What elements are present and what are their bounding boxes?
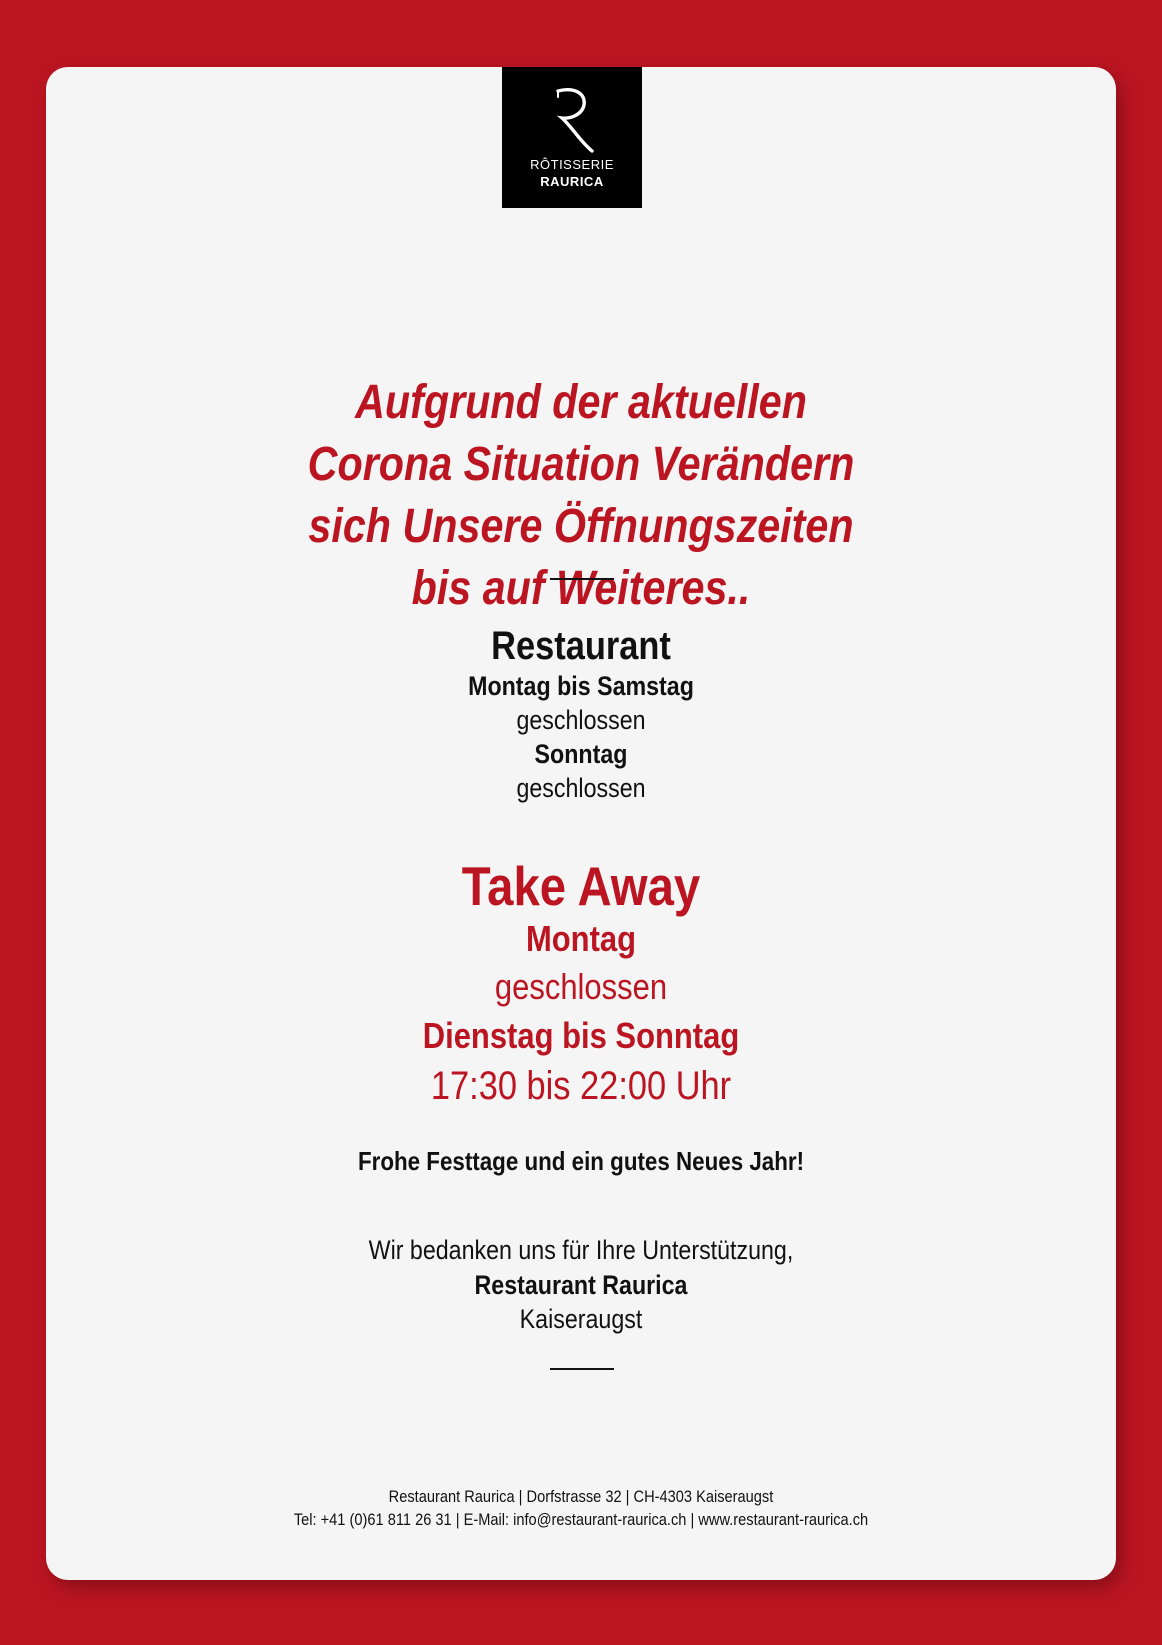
headline-line: Corona Situation Verändern [307, 438, 855, 491]
headline-line: sich Unsere Öffnungszeiten [308, 500, 854, 553]
footer-address: Restaurant Raurica | Dorfstrasse 32 | CH-4303 Kaiseraugst [388, 1487, 774, 1506]
takeaway-days-tue-sun: Dienstag bis Sonntag [422, 1015, 740, 1056]
r-monogram-icon [548, 87, 596, 155]
restaurant-title: Restaurant [491, 624, 671, 668]
logo-text-rotisserie: RÔTISSERIE [530, 157, 614, 172]
headline-line: Aufgrund der aktuellen [355, 376, 807, 429]
rotisserie-raurica-logo [502, 67, 642, 208]
divider-bottom [550, 1368, 614, 1370]
headline-line: bis auf Weiteres.. [411, 562, 751, 615]
logo-text-raurica: RAURICA [540, 174, 604, 189]
thanks-line: Wir bedanken uns für Ihre Unterstützung, [368, 1235, 794, 1265]
takeaway-status-monday: geschlossen [494, 966, 668, 1007]
footer-contact: Tel: +41 (0)61 811 26 31 | E-Mail: info@restaurant-raurica.ch | www.restaurant-raurica.ch [293, 1510, 869, 1529]
restaurant-days-sunday: Sonntag [534, 739, 628, 769]
notice-card [46, 67, 1116, 1580]
corona-headline [121, 372, 1041, 620]
takeaway-days-monday: Montag [525, 918, 637, 959]
restaurant-days-weekdays: Montag bis Samstag [468, 671, 694, 701]
signature-place: Kaiseraugst [519, 1304, 643, 1334]
signature-name: Restaurant Raurica [474, 1270, 688, 1300]
restaurant-status-weekdays: geschlossen [516, 705, 646, 735]
takeaway-title: Take Away [461, 855, 701, 917]
divider-top [550, 578, 614, 580]
takeaway-hours: 17:30 bis 22:00 Uhr [430, 1064, 732, 1108]
holiday-greeting: Frohe Festtage und ein gutes Neues Jahr! [357, 1146, 805, 1176]
restaurant-status-sunday: geschlossen [516, 773, 646, 803]
